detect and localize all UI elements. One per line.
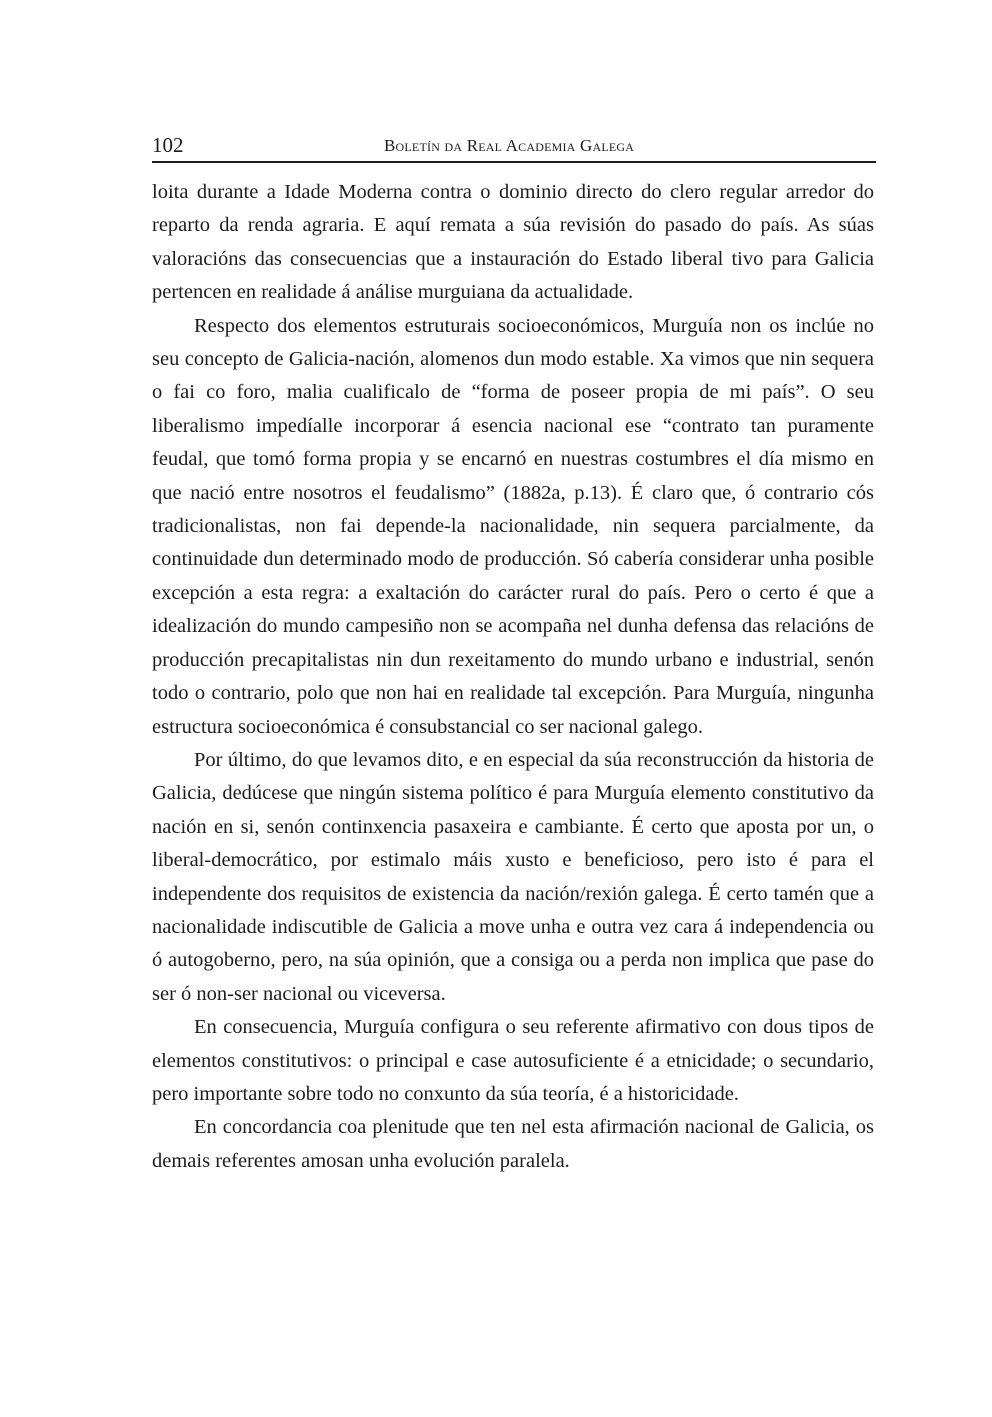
body-text (152, 176, 874, 1178)
page-header (152, 133, 876, 163)
running-title: Boletín da Real Academia Galega (384, 136, 635, 155)
paragraph-consequence: En consecuencia, Murguía configura o seu referente afirmativo con dous tipos de elementos constitutivos: o principal e case autosuficiente é a etnicidade; o secundario, pero importante sobre todo no conxunto da súa teoría, é a historicidade. (152, 1016, 874, 1105)
paragraph-continuation: loita durante a Idade Moderna contra o dominio directo do clero regular arredor do reparto da renda agraria. E aquí remata a súa revisión do pasado do país. As súas valoracións das consecuencias que a instauración do Estado liberal tivo para Galicia pertencen en realidade á análise murguiana da actualidade. (152, 181, 874, 304)
page-number: 102 (152, 133, 184, 157)
paragraph-socioeconomic: Respecto dos elementos estruturais socioeconómicos, Murguía non os inclúe no seu concepto de Galicia-nación, alomenos dun modo estable. Xa vimos que nin sequera o fai co foro, malia cualificalo de “forma de poseer propia de mi país”. O seu liberalismo impedíalle incorporar á esencia nacional ese “contrato tan puramente feudal, que tomó forma propia y se encarnó en nuestras costumbres el día mismo en que nació entre nosotros el feudalismo” (1882a, p.13). É claro que, ó contrario cós tradicionalistas, non fai depende-la nacionalidade, nin sequera parcialmente, da continuidade dun determinado modo de producción. Só cabería considerar unha posible excepción a esta regra: a exaltación do carácter rural do país. Pero o certo é que a idealización do mundo campesiño non se acompaña nel dunha defensa das relacións de producción precapitalistas nin dun rexeitamento do mundo urbano e industrial, senón todo o contrario, polo que non hai en realidade tal excepción. Para Murguía, ningunha estructura socioeconómica é consubstancial co ser nacional galego. (152, 314, 874, 738)
paragraph-concordance: En concordancia coa plenitude que ten nel esta afirmación nacional de Galicia, os demais referentes amosan unha evolución paralela. (152, 1116, 874, 1172)
paragraph-political-system: Por último, do que levamos dito, e en especial da súa reconstrucción da historia de Galicia, dedúcese que ningún sistema político é para Murguía elemento constitutivo da nación en si, senón continxencia pasaxeira e cambiante. É certo que aposta por un, o liberal-democrático, por estimalo máis xusto e beneficioso, pero isto é para el independente dos requisitos de existencia da nación/rexión galega. É certo tamén que a nacionalidade indiscutible de Galicia a move unha e outra vez cara á independencia ou ó autogoberno, pero, na súa opinión, que a consiga ou a perda non implica que pase do ser ó non-ser nacional ou viceversa. (152, 748, 874, 1005)
